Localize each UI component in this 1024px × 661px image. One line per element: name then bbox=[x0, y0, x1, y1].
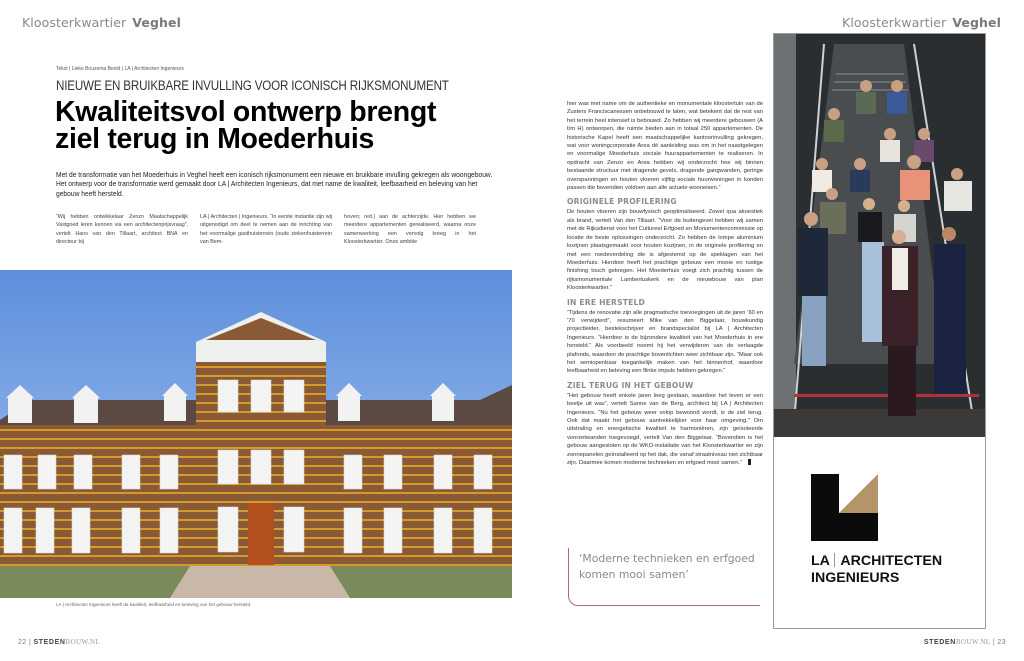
page-number: 23 bbox=[997, 639, 1006, 646]
page-number: 22 bbox=[18, 639, 27, 646]
byline: Tekst | Lieke Bouzema Beeld | LA | Architecten Ingenieurs bbox=[56, 66, 184, 72]
body-column bbox=[567, 100, 763, 467]
logo-la: LA bbox=[811, 553, 830, 569]
team-photo bbox=[774, 34, 985, 437]
logo-divider bbox=[834, 553, 836, 567]
kicker: NIEUWE EN BRUIKBARE INVULLING VOOR ICONISCH RIJKSMONUMENT bbox=[56, 78, 449, 93]
running-head-left bbox=[22, 15, 181, 30]
pull-quote: ‘Moderne technieken en erfgoed komen mooi samen’ bbox=[568, 548, 760, 606]
photo-caption: LA | Architecten Ingenieurs heeft de kwaliteit, leefbaarheid en beleving van het gebouw hersteld. bbox=[56, 602, 252, 607]
body-paragraph bbox=[567, 392, 763, 468]
brand-bold: STEDEN bbox=[33, 639, 66, 646]
logo-ingenieurs: INGENIEURS bbox=[811, 570, 900, 586]
body-paragraph-text: “Het gebouw heeft enkele jaren leeg gestaan, waardoor het leven er een beetje uit was”, vertelt Sanne van de Berg, architect bij LA | Architecten Ingenieurs. “Nu het gebouw weer volop bewoond wordt, is de ziel terug. Ook dat maakt het gebouw aantrekkelijker voor haar omgeving.” Om uitstraling en energetische kwaliteit te harmoniëren, zijn geïsoleerde voorzetwanden toegevoegd, vertelt Van den Biggelaar. “Bovendien is het gebouw aangesloten op de WKO-installatie van het Kloosterkwartier en zijn zonnepanelen geïnstalleerd op het dak, die vanaf straatniveau niet zichtbaar zijn. Daarmee komen moderne technieken en erfgoed mooi samen.” bbox=[567, 392, 763, 467]
running-head-section: Kloosterkwartier bbox=[842, 15, 947, 30]
brand-light: BOUW.NL bbox=[65, 638, 101, 646]
headline: Kwaliteitsvol ontwerp brengt ziel terug in Moederhuis bbox=[55, 96, 437, 155]
logo-wordmark bbox=[811, 553, 961, 587]
running-head-place: Veghel bbox=[132, 15, 181, 30]
advertiser-sidebar bbox=[773, 33, 986, 629]
body-paragraph: hier was met name om de authentieke en monumentale kloostertuin van de Zusters Franciscanessen onbebouwd te laten, wat betekent dat de rest van het terrein heel intensief is bebouwd. Zo hebben wij meerdere gebouwen (A t/m H) ontworpen, die ruimte bieden aan in totaal 250 appartementen. De historische Kapel heeft een maatschappelijke kantoorinvulling gekregen, wat voor woningcorporatie Area dé aanleiding was om in het naastgelegen en voormalige Moederhuis sociale huurappartementen te realiseren. In opdracht van Zenzo en Area hebben wij onderzocht hoe wij binnen bestaande structuur met dragende gevels, dragende gangwanden, geringe overspanningen en houten vloeren vijftig sociale huurwoningen in konden passen die bovendien voldoen aan alle actuele wooneisen.” bbox=[567, 101, 763, 192]
intro-column: LA | Architecten | Ingenieurs. “In eerste instantie zijn wij uitgenodigd om deel te nemen aan de inrichting van het voormalige gasthuisterrein (oude ziekenhuisterrein van Bem- bbox=[200, 214, 332, 245]
end-of-article-mark bbox=[748, 459, 751, 465]
intro-column: “Wij hebben ontwikkelaar Zenzo Maatschappelijk Vastgoed leren kennen via een architectenprijsvraag”, vertelt Hans van den Tillaart, architect BNA en directeur bij bbox=[56, 214, 188, 245]
brand-bold: STEDEN bbox=[923, 639, 956, 646]
page-folio-left: 22 | STEDENBOUW.NL bbox=[18, 638, 101, 646]
running-head-right bbox=[842, 15, 1001, 30]
team-on-stairs-illustration bbox=[774, 34, 985, 437]
section-heading: ZIEL TERUG IN HET GEBOUW bbox=[567, 380, 694, 390]
brand-light: BOUW.NL bbox=[955, 638, 991, 646]
logo-architecten: ARCHITECTEN bbox=[840, 553, 943, 569]
intro-column: hoven; red.) aan de achterzijde. Hier hebben we meerdere appartementen gerealiseerd, waarna onze samenwerking een vervolg kreeg in het Kloosterkwartier. Onze ambitie bbox=[344, 214, 476, 245]
body-paragraph: “Tijdens de renovatie zijn alle pragmatische toevoegingen uit de jaren ’60 en ’70 verwijderd”, resumeert Mike van den Biggelaar, bouwkundig projectleider, bestekschrijver en brandspecialist bij LA | Architecten Ingenieurs. “Hierdoor is de bijzondere kwaliteit van het Moederhuis in ere hersteld.” Als voorbeeld noemt hij het verwijderen van de verlaagde plafonds, waardoor de prachtige bovenlichten weer zichtbaar zijn. “Maar ook het semiopenbaar toegankelijk maken van het binnenhof, waardoor leefbaarheid en beleving een flinke impuls hebben gekregen.” bbox=[567, 309, 763, 375]
intro-columns bbox=[56, 213, 476, 246]
la-architecten-logo bbox=[811, 474, 961, 587]
section-heading: ORIGINELE PROFILERING bbox=[567, 197, 677, 207]
logo-mark-icon bbox=[811, 474, 878, 541]
lead-paragraph: Met de transformatie van het Moederhuis in Veghel heeft een iconisch rijksmonument een nieuwe en bruikbare invulling gekregen als woongebouw. Het ontwerp voor de transformatie werd gemaakt door LA | Architecten Ingenieurs, dat met name de kwaliteit, leefbaarheid en beleving van het gebouw heeft hersteld. bbox=[56, 170, 493, 198]
building-photo bbox=[0, 270, 512, 598]
page-folio-right: STEDENBOUW.NL | 23 bbox=[923, 638, 1006, 646]
moederhuis-facade-illustration bbox=[0, 270, 512, 598]
section-heading: IN ERE HERSTELD bbox=[567, 297, 646, 307]
body-paragraph: De houten vloeren zijn bouwfysisch geoptimaliseerd. Zowel qua akoestiek als brand, vertelt Van den Tillaart. “Voor de buitengevel hebben wij samen met de Rijksdienst voor het Cultureel Erfgoed en Monumentencommissie op locatie de beste oplossingen onderzocht. Zo hebben de lompe aluminium kozijnen plaatsgemaakt voor houten kozijnen, in de originele profilering en met een roedeverdeling die is afgestemd op de speklagen van het Moederhuis. Hierdoor heeft het prachtige gebouw een mooie en rustige finishing touch gekregen. Het Moederhuis voegt zich prachtig tussen de rijksmonumentale Lambertuskerk en de nieuwbouw van plan Kloosterkwartier.” bbox=[567, 209, 763, 292]
running-head-place: Veghel bbox=[952, 15, 1001, 30]
running-head-section: Kloosterkwartier bbox=[22, 15, 127, 30]
